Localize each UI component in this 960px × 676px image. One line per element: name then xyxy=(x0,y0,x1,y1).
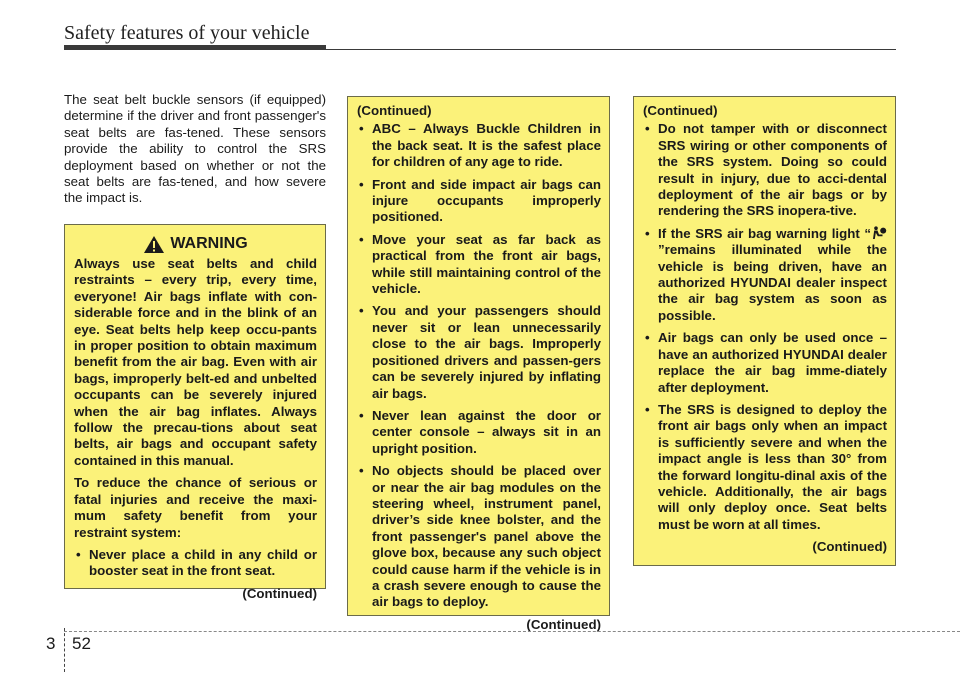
continued-box-2 xyxy=(347,96,610,632)
caution-list-3 xyxy=(643,121,887,533)
continued-box-3 xyxy=(633,96,896,566)
list-item: • Move your seat as far back as practical from the front air bags, while still maintaining control of the vehicle. xyxy=(357,232,601,298)
list-item: • The SRS is designed to deploy the front air bags only when an impact is sufficiently severe and when the impact angle is less than 30° from the forward longitu-dinal axis of the vehicle. Additionally, the air bags will only deploy once. Seat belts must be worn at all times. xyxy=(643,402,887,533)
section-number: 3 xyxy=(46,634,56,653)
page-header-title: Safety features of your vehicle xyxy=(64,22,310,44)
list-item: • Never lean against the door or center console – always sit in an upright position. xyxy=(357,408,601,457)
list-item-text-after: ”remains illuminated while the vehicle is being driven, have an authorized HYUNDAI dealer inspect the air bag system as soon as possible. xyxy=(658,242,887,323)
warning-paragraph-1: Always use seat belts and child restraints – every trip, every time, everyone! Air bags inflate with con-siderable force and in the blink of an eye. Seat belts help keep occu-pants in proper position to obtain maximum benefit from the air bag. Even with air bags, improperly belt-ed and unbelted occupants can be severely injured when the air bag inflates. Always follow the precau-tions about seat belts, air bags and occupant safety contained in this manual. xyxy=(74,256,317,468)
continued-label: (Continued) xyxy=(242,585,317,601)
list-item: • Air bags can only be used once – have an authorized HYUNDAI dealer replace the air bag imme-diately after deployment. xyxy=(643,330,887,396)
warning-triangle-icon xyxy=(143,235,165,254)
caution-list-2 xyxy=(357,121,601,610)
list-item: • No objects should be placed over or near the air bag modules on the steering wheel, instrument panel, driver’s side knee bolster, and the front passenger's panel above the glove box, because any such object could cause harm if the vehicle is in a crash severe enough to cause the air bags to deploy. xyxy=(357,463,601,611)
continued-head: (Continued) xyxy=(643,103,718,118)
warning-list-item: • Never place a child in any child or booster seat in the front seat. xyxy=(74,547,317,580)
page-number: 52 xyxy=(72,634,91,653)
list-item: • You and your passengers should never sit or lean unnecessarily close to the air bags. Improperly positioned drivers and passen-gers can be severely injured by inflating air bags. xyxy=(357,303,601,401)
footer-rule xyxy=(64,631,960,632)
list-item-text-before: If the SRS air bag warning light “ xyxy=(658,225,871,241)
continued-label: (Continued) xyxy=(526,616,601,632)
intro-paragraph: The seat belt buckle sensors (if equipped) determine if the driver and front passenger's seat belts are fas-tened. These sensors provide the ability to control the SRS deployment based on whether or not the seat belts are fas-tened, and how severe the impact is. xyxy=(64,92,326,206)
list-item-airbag-light xyxy=(643,226,887,324)
warning-paragraph-2: To reduce the chance of serious or fatal injuries and receive the maxi-mum safety benefit from your restraint system: xyxy=(74,475,317,540)
warning-box xyxy=(64,224,326,601)
warning-heading xyxy=(74,235,317,254)
header-rule xyxy=(326,49,896,50)
airbag-warning-icon xyxy=(871,226,887,240)
continued-head: (Continued) xyxy=(357,103,432,118)
header-bar xyxy=(64,45,326,50)
continued-label: (Continued) xyxy=(812,539,887,555)
warning-title: WARNING xyxy=(170,235,248,253)
list-item: • Do not tamper with or disconnect SRS wiring or other components of the SRS system. Doing so could result in injury, due to acci-dental deployment of the air bags or by rendering the SRS inopera-tive. xyxy=(643,121,887,219)
list-item: • Front and side impact air bags can injure occupants improperly positioned. xyxy=(357,177,601,226)
list-item: • ABC – Always Buckle Children in the back seat. It is the safest place for children of any age to ride. xyxy=(357,121,601,170)
warning-list xyxy=(74,547,317,580)
footer-divider xyxy=(64,628,65,672)
